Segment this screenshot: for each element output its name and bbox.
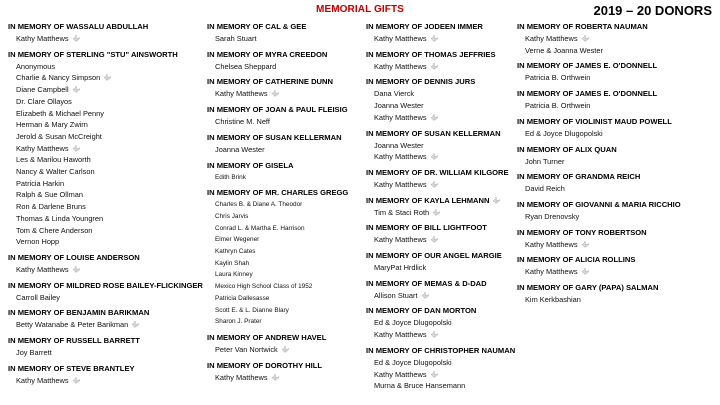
donor-name: Kathy Matthews xyxy=(374,235,427,245)
donor-row xyxy=(8,375,204,387)
donor-row xyxy=(366,112,514,124)
memorial-heading xyxy=(8,307,204,319)
donor-name: Scott E. & L. Dianne Blary xyxy=(215,306,289,314)
dove-icon xyxy=(581,34,590,42)
donor-row xyxy=(366,290,514,302)
memorial-entry xyxy=(207,360,359,384)
donor-row xyxy=(517,239,717,251)
memorial-entry xyxy=(207,49,359,73)
memorial-heading-text: IN MEMORY OF DOROTHY HILL xyxy=(207,360,323,370)
donor-name: Conrad L. & Martha E. Harrison xyxy=(215,224,305,232)
donor-row xyxy=(366,207,514,219)
memorial-heading xyxy=(8,363,204,375)
memorial-heading xyxy=(517,21,717,33)
donor-row xyxy=(517,156,717,168)
donor-row xyxy=(366,100,514,112)
memorial-entry xyxy=(517,21,717,56)
donor-name: Kathy Matthews xyxy=(374,330,427,340)
donor-name: Betty Watanabe & Peter Barikman xyxy=(16,320,129,330)
memorial-heading xyxy=(366,222,514,234)
memorial-heading-text: IN MEMORY OF THOMAS JEFFRIES xyxy=(366,49,496,59)
donor-row xyxy=(517,294,717,306)
donor-name: Kim Kerkbashian xyxy=(525,295,581,305)
donor-row xyxy=(517,100,717,112)
memorial-entry xyxy=(366,128,514,163)
dove-icon xyxy=(72,265,81,273)
donor-name: David Reich xyxy=(525,184,565,194)
memorial-heading-text: IN MEMORY OF GIOVANNI & MARIA RICCHIO xyxy=(517,199,681,209)
donor-name: Patricia B. Orthwein xyxy=(525,73,591,83)
dove-icon xyxy=(430,370,439,378)
memorial-heading-text: IN MEMORY OF DENNIS JURS xyxy=(366,77,476,87)
donor-name: Peter Van Nortwick xyxy=(215,344,278,354)
donor-name: Ed & Joyce Dlugopolski xyxy=(374,318,452,328)
donor-row xyxy=(517,128,717,140)
donor-row xyxy=(366,329,514,341)
donor-row xyxy=(207,344,359,356)
memorial-heading-text: IN MEMORY OF ALICIA ROLLINS xyxy=(517,255,636,265)
donor-name: Jerold & Susan McCreight xyxy=(16,131,102,141)
memorial-columns xyxy=(0,21,720,405)
memorial-entry xyxy=(366,195,514,219)
donor-row xyxy=(366,179,514,191)
memorial-entry xyxy=(207,76,359,100)
donor-name: Kathy Matthews xyxy=(374,61,427,71)
memorial-heading-text: IN MEMORY OF GRANDMA REICH xyxy=(517,172,641,182)
donor-name: Ed & Joyce Dlugopolski xyxy=(374,357,452,367)
memorial-heading xyxy=(366,345,514,357)
dove-icon xyxy=(72,34,81,42)
memorial-heading-text: IN MEMORY OF GARY (PAPA) SALMAN xyxy=(517,283,659,293)
memorial-entry xyxy=(207,160,359,184)
memorial-heading-text: IN MEMORY OF RUSSELL BARRETT xyxy=(8,336,140,346)
donor-row xyxy=(207,234,359,246)
memorial-entry xyxy=(366,250,514,274)
donor-row xyxy=(207,116,359,128)
memorial-entry xyxy=(517,171,717,195)
memorial-heading-text: IN MEMORY OF SUSAN KELLERMAN xyxy=(366,128,501,138)
memorial-entry xyxy=(207,187,359,328)
memorial-heading xyxy=(366,128,514,140)
donor-row xyxy=(8,225,204,237)
donor-name: Edith Brink xyxy=(215,173,246,181)
donor-row xyxy=(517,72,717,84)
dove-icon xyxy=(72,376,81,384)
donor-name: MaryPat Hrdlick xyxy=(374,263,427,273)
memorial-heading xyxy=(8,252,204,264)
donor-name: Ron & Darlene Bruns xyxy=(16,202,86,212)
memorial-heading-text: IN MEMORY OF MYRA CREEDON xyxy=(207,49,328,59)
donor-name: Murna & Bruce Hansemann xyxy=(374,381,466,391)
dove-icon xyxy=(492,196,501,204)
donor-name: Patricia Harkin xyxy=(16,178,65,188)
donor-name: Ralph & Sue Ollman xyxy=(16,190,83,200)
donor-row xyxy=(207,281,359,293)
memorial-heading-text: IN MEMORY OF ALIX QUAN xyxy=(517,144,617,154)
memorial-heading xyxy=(517,282,717,294)
donor-row xyxy=(207,246,359,258)
memorial-entry xyxy=(366,278,514,302)
memorial-heading xyxy=(366,305,514,317)
donor-row xyxy=(8,108,204,120)
donor-row xyxy=(366,369,514,381)
donor-row xyxy=(8,154,204,166)
donor-name: Kathryn Cates xyxy=(215,248,256,256)
donor-name: Kathy Matthews xyxy=(374,179,427,189)
donor-row xyxy=(8,61,204,73)
memorial-heading-text: IN MEMORY OF ANDREW HAVEL xyxy=(207,332,327,342)
dove-icon xyxy=(430,330,439,338)
donor-name: Elizabeth & Michael Penny xyxy=(16,108,104,118)
donor-row xyxy=(8,119,204,131)
memorial-heading-text: IN MEMORY OF ROBERTA NAUMAN xyxy=(517,22,648,31)
year-title: 2019 – 20 DONORS xyxy=(593,3,712,18)
memorial-heading-text: IN MEMORY OF CHRISTOPHER NAUMAN xyxy=(366,345,516,355)
donor-row xyxy=(207,211,359,223)
donor-name: Charlie & Nancy Simpson xyxy=(16,73,101,83)
memorial-heading-text: IN MEMORY OF MILDRED ROSE BAILEY-FLICKINGER xyxy=(8,280,203,290)
memorial-entry xyxy=(207,332,359,356)
donor-row xyxy=(207,269,359,281)
memorial-heading xyxy=(366,250,514,262)
memorial-heading-text: IN MEMORY OF JOAN & PAUL FLEISIG xyxy=(207,105,348,115)
donor-row xyxy=(366,33,514,45)
memorial-entry xyxy=(366,345,514,392)
memorial-entry xyxy=(8,21,204,45)
donor-row xyxy=(366,234,514,246)
memorial-heading xyxy=(517,144,717,156)
donor-name: Ed & Joyce Dlugopolski xyxy=(525,128,603,138)
memorial-heading xyxy=(517,116,717,128)
memorial-entry xyxy=(517,88,717,112)
donor-name: Chris Jarvis xyxy=(215,212,249,220)
donor-name: Kaylin Shah xyxy=(215,259,250,267)
memorial-heading xyxy=(366,49,514,61)
memorial-heading-text: IN MEMORY OF STERLING "STU" AINSWORTH xyxy=(8,49,178,59)
memorial-entry xyxy=(366,167,514,191)
donor-name: Sharon J. Prater xyxy=(215,318,262,326)
memorial-heading xyxy=(366,167,514,179)
donor-name: Allison Stuart xyxy=(374,290,418,300)
memorial-heading-text: IN MEMORY OF MEMAS & D-DAD xyxy=(366,278,487,288)
donor-name: Carroll Bailey xyxy=(16,292,60,302)
donor-name: Mexico High School Class of 1952 xyxy=(215,283,313,291)
memorial-entry xyxy=(207,21,359,45)
memorial-entry xyxy=(207,104,359,128)
donor-name: Kathy Matthews xyxy=(374,152,427,162)
memorial-heading xyxy=(366,195,514,207)
donor-name: Diane Campbell xyxy=(16,85,69,95)
donor-name: Christine M. Neff xyxy=(215,117,270,127)
memorial-heading xyxy=(8,335,204,347)
donor-name: Joanna Wester xyxy=(374,140,424,150)
donor-row xyxy=(8,84,204,96)
memorial-heading xyxy=(207,76,359,88)
memorial-heading-text: IN MEMORY OF KAYLA LEHMANN xyxy=(366,195,490,205)
memorial-heading-text: IN MEMORY OF JAMES E. O'DONNELL xyxy=(517,61,658,71)
dove-icon xyxy=(271,373,280,381)
donor-row xyxy=(8,347,204,359)
memorial-heading-text: IN MEMORY OF SUSAN KELLERMAN xyxy=(207,132,342,142)
donor-name: Charles B. & Diane A. Theodor xyxy=(215,201,303,209)
memorial-heading-text: IN MEMORY OF JAMES E. O'DONNELL xyxy=(517,89,658,99)
donor-name: Dr. Clare Ollayos xyxy=(16,96,72,106)
memorial-heading-text: IN MEMORY OF TONY ROBERTSON xyxy=(517,227,647,237)
donor-row xyxy=(517,266,717,278)
memorial-heading xyxy=(366,21,514,33)
donor-name: Kathy Matthews xyxy=(525,267,578,277)
donor-name: Herman & Mary Zwirn xyxy=(16,120,88,130)
donor-name: Kathy Matthews xyxy=(374,34,427,43)
memorial-entry xyxy=(517,282,717,306)
memorial-entry xyxy=(8,252,204,276)
memorial-entry xyxy=(207,132,359,156)
memorial-heading-text: IN MEMORY OF OUR ANGEL MARGIE xyxy=(366,251,502,261)
memorial-heading xyxy=(207,160,359,172)
donor-name: Laura Kinney xyxy=(215,271,253,279)
donor-name: John Turner xyxy=(525,156,565,166)
memorial-heading xyxy=(366,76,514,88)
dove-icon xyxy=(131,320,140,328)
page-title: MEMORIAL GIFTS xyxy=(316,4,404,15)
dove-icon xyxy=(430,235,439,243)
dove-icon xyxy=(430,152,439,160)
memorial-heading xyxy=(207,332,359,344)
memorial-heading-text: IN MEMORY OF LOUISE ANDERSON xyxy=(8,252,140,262)
donor-row xyxy=(366,317,514,329)
memorial-entry xyxy=(8,280,204,304)
donor-name: Patricia B. Orthwein xyxy=(525,101,591,111)
memorial-heading xyxy=(517,60,717,72)
donor-name: Sarah Stuart xyxy=(215,34,257,43)
donor-row xyxy=(207,172,359,184)
memorial-heading-text: IN MEMORY OF JODEEN IMMER xyxy=(366,22,483,31)
donor-row xyxy=(207,33,359,45)
donor-row xyxy=(366,88,514,100)
donor-row xyxy=(8,72,204,84)
donor-name: Kathy Matthews xyxy=(215,372,268,382)
donor-name: Nancy & Walter Carlson xyxy=(16,167,95,177)
memorial-heading xyxy=(8,49,204,61)
memorial-heading-text: IN MEMORY OF DAN MORTON xyxy=(366,306,477,316)
memorial-entry xyxy=(517,60,717,84)
memorial-heading-text: IN MEMORY OF CATHERINE DUNN xyxy=(207,77,334,87)
memorial-heading-text: IN MEMORY OF MR. CHARLES GREGG xyxy=(207,188,349,198)
donor-row xyxy=(517,45,717,57)
memorial-heading xyxy=(517,88,717,100)
memorial-entry xyxy=(8,49,204,248)
donor-row xyxy=(8,319,204,331)
donor-name: Kathy Matthews xyxy=(374,112,427,122)
dove-icon xyxy=(72,85,81,93)
memorial-entry xyxy=(366,49,514,73)
donor-row xyxy=(8,143,204,155)
memorial-entry xyxy=(366,305,514,340)
donor-name: Verne & Joanna Wester xyxy=(525,45,603,55)
dove-icon xyxy=(271,89,280,97)
donor-name: Vernon Hopp xyxy=(16,237,60,247)
donor-row xyxy=(517,33,717,45)
memorial-entry xyxy=(8,363,204,387)
donor-name: Ryan Drenovsky xyxy=(525,211,580,221)
donor-name: Thomas & Linda Youngren xyxy=(16,213,104,223)
dove-icon xyxy=(432,208,441,216)
memorial-heading xyxy=(517,254,717,266)
memorial-heading xyxy=(517,199,717,211)
memorial-column-3 xyxy=(366,21,514,396)
donor-row xyxy=(366,262,514,274)
donor-row xyxy=(8,166,204,178)
donor-row xyxy=(8,213,204,225)
donor-row xyxy=(8,33,204,45)
donor-name: Kathy Matthews xyxy=(16,264,69,274)
memorial-heading-text: IN MEMORY OF BILL LIGHTFOOT xyxy=(366,223,487,233)
memorial-column-2 xyxy=(207,21,359,387)
memorial-entry xyxy=(366,21,514,45)
dove-icon xyxy=(430,34,439,42)
donor-row xyxy=(207,199,359,211)
donor-name: Kathy Matthews xyxy=(16,375,69,385)
memorial-heading-text: IN MEMORY OF VIOLINIST MAUD POWELL xyxy=(517,116,672,126)
donor-row xyxy=(8,131,204,143)
memorial-heading-text: IN MEMORY OF GISELA xyxy=(207,160,294,170)
memorial-heading xyxy=(207,104,359,116)
memorial-heading xyxy=(366,278,514,290)
donor-name: Elmer Wegener xyxy=(215,236,260,244)
memorial-heading-text: IN MEMORY OF WASSALU ABDULLAH xyxy=(8,22,149,31)
dove-icon xyxy=(281,345,290,353)
donor-row xyxy=(207,258,359,270)
donor-row xyxy=(366,140,514,152)
donor-row xyxy=(207,61,359,73)
donor-row xyxy=(207,372,359,384)
donor-row xyxy=(8,236,204,248)
memorial-entry xyxy=(517,227,717,251)
memorial-entry xyxy=(366,222,514,246)
donor-row xyxy=(8,96,204,108)
donor-row xyxy=(8,264,204,276)
memorial-entry xyxy=(366,76,514,123)
donor-row xyxy=(366,357,514,369)
donor-row xyxy=(366,61,514,73)
donor-name: Joanna Wester xyxy=(374,101,424,111)
memorial-heading xyxy=(207,187,359,199)
memorial-heading-text: IN MEMORY OF DR. WILLIAM KILGORE xyxy=(366,167,509,177)
memorial-heading xyxy=(207,360,359,372)
dove-icon xyxy=(581,240,590,248)
memorial-entry xyxy=(517,199,717,223)
memorial-entry xyxy=(517,144,717,168)
dove-icon xyxy=(72,144,81,152)
donor-name: Tom & Chere Anderson xyxy=(16,225,93,235)
memorial-entry xyxy=(517,254,717,278)
memorial-entry xyxy=(8,307,204,331)
donor-name: Tim & Staci Roth xyxy=(374,207,430,217)
donor-row xyxy=(207,88,359,100)
donor-row xyxy=(207,144,359,156)
donor-row xyxy=(8,201,204,213)
donor-row xyxy=(207,293,359,305)
donor-name: Dana Vierck xyxy=(374,89,415,99)
dove-icon xyxy=(103,73,112,81)
memorial-entry xyxy=(517,116,717,140)
dove-icon xyxy=(430,62,439,70)
donor-name: Patricia Dallesasse xyxy=(215,294,270,302)
memorial-column-1 xyxy=(8,21,204,390)
dove-icon xyxy=(581,267,590,275)
dove-icon xyxy=(430,113,439,121)
memorial-heading xyxy=(207,49,359,61)
donor-name: Kathy Matthews xyxy=(525,34,578,43)
donor-row xyxy=(207,316,359,328)
donor-name: Kathy Matthews xyxy=(16,34,69,43)
memorial-heading-text: IN MEMORY OF BENJAMIN BARIKMAN xyxy=(8,308,150,318)
memorial-entry xyxy=(8,335,204,359)
dove-icon xyxy=(430,180,439,188)
donor-row xyxy=(517,211,717,223)
donor-row xyxy=(366,380,514,392)
donor-row xyxy=(8,292,204,304)
donor-name: Joy Barrett xyxy=(16,348,52,358)
memorial-heading-text: IN MEMORY OF CAL & GEE xyxy=(207,22,307,31)
donor-name: Kathy Matthews xyxy=(215,89,268,99)
donor-row xyxy=(8,178,204,190)
memorial-heading xyxy=(207,132,359,144)
memorial-heading-text: IN MEMORY OF STEVE BRANTLEY xyxy=(8,363,135,373)
donor-name: Kathy Matthews xyxy=(374,369,427,379)
memorial-heading xyxy=(517,227,717,239)
memorial-heading xyxy=(8,280,204,292)
donor-name: Les & Marilou Haworth xyxy=(16,155,91,165)
memorial-heading xyxy=(517,171,717,183)
donor-row xyxy=(8,189,204,201)
donor-name: Kathy Matthews xyxy=(525,239,578,249)
donor-row xyxy=(207,305,359,317)
donor-row xyxy=(207,223,359,235)
donor-row xyxy=(517,183,717,195)
donor-name: Kathy Matthews xyxy=(16,143,69,153)
memorial-heading xyxy=(207,21,359,33)
donor-name: Chelsea Sheppard xyxy=(215,61,277,71)
dove-icon xyxy=(421,291,430,299)
donor-name: Joanna Wester xyxy=(215,144,265,154)
donor-row xyxy=(366,151,514,163)
donor-name: Anonymous xyxy=(16,61,56,71)
memorial-heading xyxy=(8,21,204,33)
memorial-column-4 xyxy=(517,21,717,310)
